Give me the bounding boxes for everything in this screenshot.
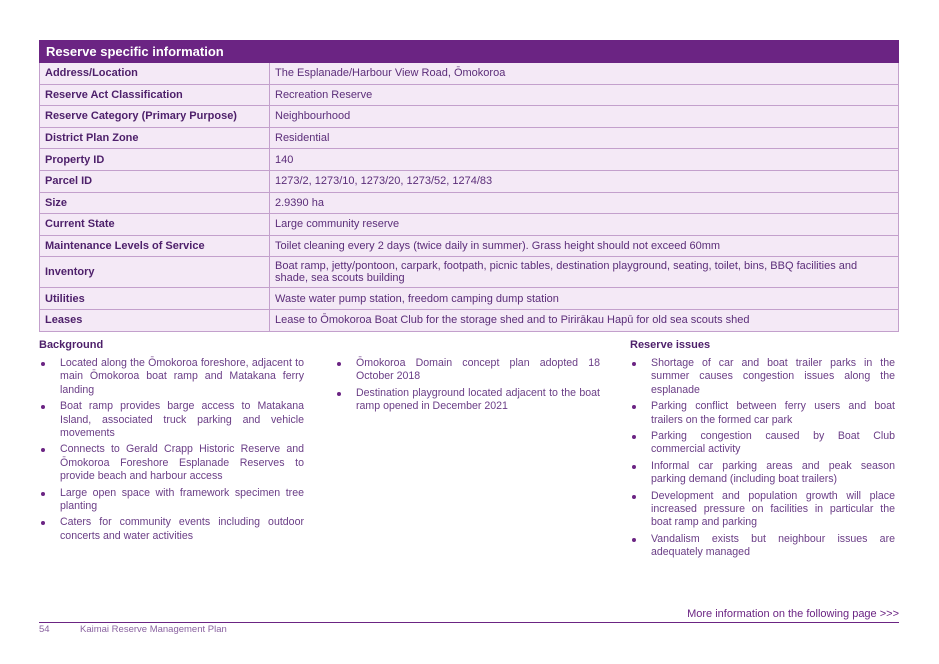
- row-value: Toilet cleaning every 2 days (twice daily in summer). Grass height should not exceed 60mm: [270, 235, 899, 257]
- list-item: Informal car parking areas and peak season parking demand (including boat trailers): [630, 460, 895, 487]
- issues-list: [630, 357, 895, 560]
- list-item: Development and population growth will place increased pressure on facilities in particular the boat ramp and parking: [630, 490, 895, 530]
- row-label: Property ID: [40, 149, 270, 171]
- row-label: Reserve Act Classification: [40, 84, 270, 106]
- row-value: The Esplanade/Harbour View Road, Ōmokoroa: [270, 63, 899, 85]
- row-value: Waste water pump station, freedom camping dump station: [270, 288, 899, 310]
- row-label: District Plan Zone: [40, 127, 270, 149]
- row-label: Current State: [40, 214, 270, 236]
- background-list-continued: [335, 357, 600, 414]
- background-list: [39, 357, 304, 543]
- table-row: [40, 149, 899, 171]
- row-label: Reserve Category (Primary Purpose): [40, 106, 270, 128]
- row-value: 2.9390 ha: [270, 192, 899, 214]
- row-label: Address/Location: [40, 63, 270, 85]
- table-row: [40, 257, 899, 288]
- table-row: [40, 309, 899, 331]
- background-section-continued: [335, 339, 600, 417]
- background-section: [39, 339, 304, 546]
- list-item: Parking congestion caused by Boat Club commercial activity: [630, 430, 895, 457]
- row-label: Leases: [40, 309, 270, 331]
- table-row: [40, 84, 899, 106]
- list-item: Connects to Gerald Crapp Historic Reserve and Ōmokoroa Foreshore Esplanade Reserves to provide beach and harbour access: [39, 443, 304, 483]
- row-label: Parcel ID: [40, 170, 270, 192]
- row-value: Large community reserve: [270, 214, 899, 236]
- row-label: Inventory: [40, 257, 270, 288]
- row-label: Maintenance Levels of Service: [40, 235, 270, 257]
- row-label: Utilities: [40, 288, 270, 310]
- row-value: Recreation Reserve: [270, 84, 899, 106]
- table-row: [40, 106, 899, 128]
- footer-divider: [39, 622, 899, 623]
- table-row: [40, 170, 899, 192]
- row-value: Lease to Ōmokoroa Boat Club for the storage shed and to Pirirākau Hapū for old sea scouts shed: [270, 309, 899, 331]
- list-item: Destination playground located adjacent to the boat ramp opened in December 2021: [335, 387, 600, 414]
- table-title: Reserve specific information: [40, 41, 899, 63]
- table-row: [40, 192, 899, 214]
- row-value: 1273/2, 1273/10, 1273/20, 1273/52, 1274/83: [270, 170, 899, 192]
- issues-section: [630, 339, 895, 563]
- list-item: Located along the Ōmokoroa foreshore, adjacent to main Ōmokoroa boat ramp and Matakana ferry landing: [39, 357, 304, 397]
- row-value: 140: [270, 149, 899, 171]
- reserve-info-table: [39, 40, 899, 332]
- more-info-link[interactable]: More information on the following page >>>: [687, 608, 899, 620]
- list-item: Shortage of car and boat trailer parks in the summer causes congestion issues along the esplanade: [630, 357, 895, 397]
- list-item: Large open space with framework specimen tree planting: [39, 487, 304, 514]
- page-number: 54: [39, 624, 50, 635]
- table-row: [40, 127, 899, 149]
- row-value: Neighbourhood: [270, 106, 899, 128]
- table-row: [40, 63, 899, 85]
- background-heading: Background: [39, 339, 104, 351]
- table-row: [40, 235, 899, 257]
- list-item: Vandalism exists but neighbour issues are adequately managed: [630, 533, 895, 560]
- document-title: Kaimai Reserve Management Plan: [80, 624, 227, 635]
- list-item: Boat ramp provides barge access to Matakana Island, associated truck parking and vehicle movements: [39, 400, 304, 440]
- list-item: Ōmokoroa Domain concept plan adopted 18 October 2018: [335, 357, 600, 384]
- table-row: [40, 214, 899, 236]
- row-label: Size: [40, 192, 270, 214]
- table-row: [40, 288, 899, 310]
- footer: [39, 624, 227, 635]
- list-item: Caters for community events including outdoor concerts and water activities: [39, 516, 304, 543]
- row-value: Boat ramp, jetty/pontoon, carpark, footpath, picnic tables, destination playground, seating, toilet, bins, BBQ facilities and shade, sea scouts building: [270, 257, 899, 288]
- row-value: Residential: [270, 127, 899, 149]
- list-item: Parking conflict between ferry users and boat trailers on the formed car park: [630, 400, 895, 427]
- issues-heading: Reserve issues: [630, 339, 711, 351]
